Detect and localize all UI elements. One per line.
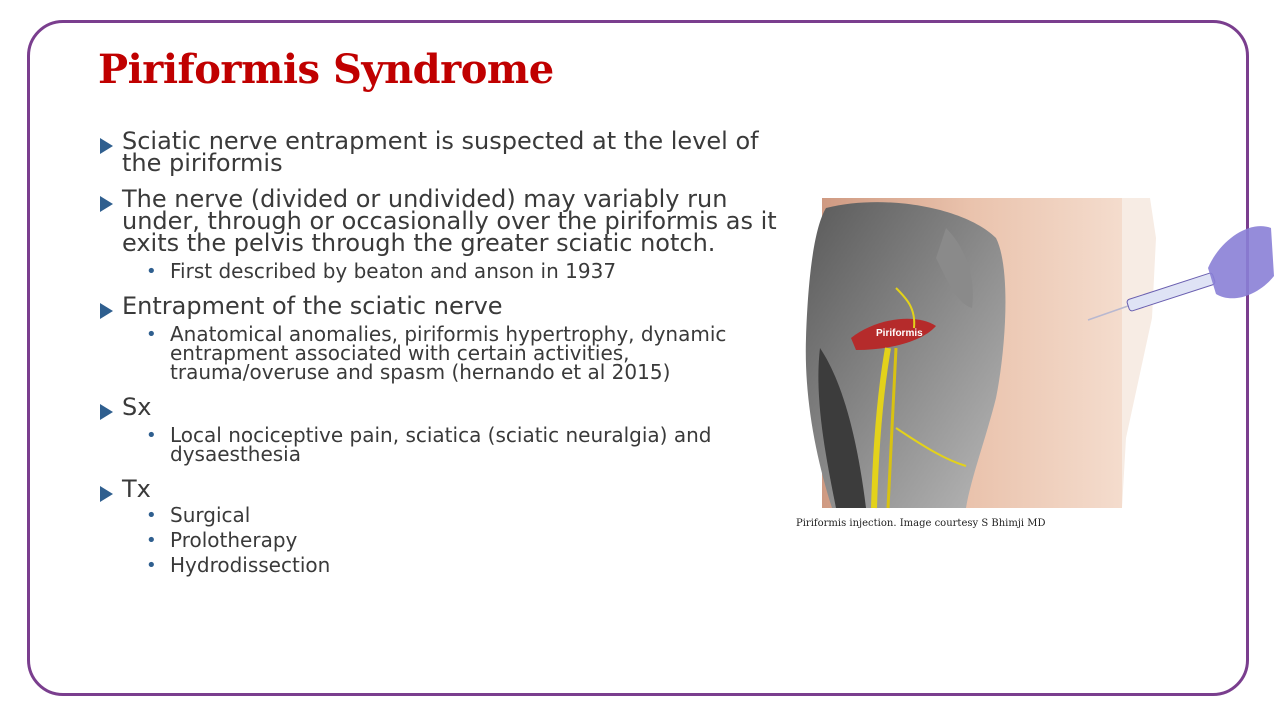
sub-bullet-item [100, 259, 780, 283]
sub-bullet-item [100, 528, 780, 552]
sub-bullet-list [100, 322, 780, 384]
gloved-hand [1208, 226, 1274, 298]
sub-bullet-text: Hydrodissection [170, 553, 331, 577]
dot-bullet-icon: • [146, 530, 157, 551]
piriformis-injection-illustration [796, 198, 1276, 510]
slide-title: Piriformis Syndrome [98, 46, 554, 93]
sub-bullet-item [100, 503, 780, 527]
dot-bullet-icon: • [146, 261, 157, 282]
sub-bullet-text: Prolotherapy [170, 528, 298, 552]
bullet-text: Tx [122, 475, 151, 503]
sub-bullet-text: Surgical [170, 503, 251, 527]
sub-bullet-item [100, 553, 780, 577]
bullet-list [100, 128, 780, 575]
bullet-text: Entrapment of the sciatic nerve [122, 292, 503, 320]
sub-bullet-text: Anatomical anomalies, piriformis hypertrophy, dynamic entrapment associated with certain activities, trauma/overuse and spasm (hernando et al 2015) [170, 322, 727, 384]
bullet-item [100, 292, 780, 320]
bullet-item [100, 475, 780, 503]
skin-highlight [1122, 198, 1156, 508]
bullet-text: Sciatic nerve entrapment is suspected at the level of the piriformis [122, 127, 759, 177]
triangle-bullet-icon [100, 196, 113, 212]
triangle-bullet-icon [100, 138, 113, 154]
piriformis-label: Piriformis [876, 328, 923, 339]
sub-bullet-text: First described by beaton and anson in 1937 [170, 259, 617, 283]
triangle-bullet-icon [100, 486, 113, 502]
triangle-bullet-icon [100, 303, 113, 319]
sub-bullet-list [100, 259, 780, 283]
triangle-bullet-icon [100, 404, 113, 420]
dot-bullet-icon: • [146, 425, 157, 446]
sub-bullet-text: Local nociceptive pain, sciatica (sciatic neuralgia) and dysaesthesia [170, 423, 712, 466]
bullet-item [100, 393, 780, 421]
dot-bullet-icon: • [146, 505, 157, 526]
bullet-item [100, 185, 780, 257]
dot-bullet-icon: • [146, 324, 157, 345]
sub-bullet-list [100, 423, 780, 466]
dot-bullet-icon: • [146, 555, 157, 576]
bullet-item [100, 127, 780, 177]
sub-bullet-list [100, 503, 780, 577]
image-caption: Piriformis injection. Image courtesy S Bhimji MD [796, 518, 1046, 529]
bullet-text: Sx [122, 393, 152, 421]
sub-bullet-item [100, 423, 780, 466]
bullet-text: The nerve (divided or undivided) may variably run under, through or occasionally over the piriformis as it exits the pelvis through the greater sciatic notch. [122, 185, 777, 257]
sub-bullet-item [100, 322, 780, 384]
